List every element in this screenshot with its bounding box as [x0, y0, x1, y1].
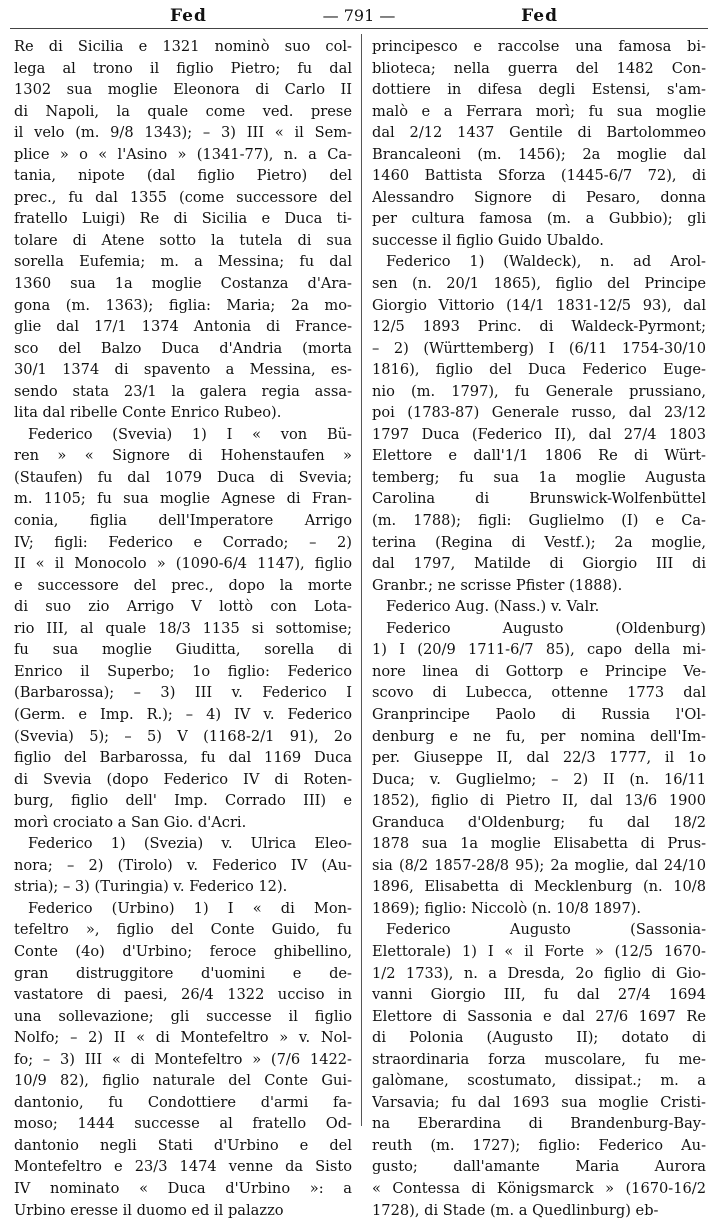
text-line: sia (8/2 1857-28/8 95); 2a moglie, dal 24/10 — [372, 856, 706, 874]
text-line: 1797 Duca (Federico II), dal 27/4 1803 — [372, 425, 706, 443]
text-line: scovo di Lubecca, ottenne 1773 dal — [372, 684, 706, 702]
text-line: Enrico il Superbo; 1o figlio: Federico — [14, 662, 352, 680]
text-line: 10/9 82), figlio naturale del Conte Gui- — [14, 1072, 352, 1090]
text-line: dantonio, fu Condottiere d'armi fa- — [14, 1093, 352, 1111]
text-line: principesco e raccolse una famosa bi- — [372, 38, 706, 55]
left-column — [14, 36, 352, 1221]
text-line: di Polonia (Augusto II); dotato di — [372, 1029, 706, 1047]
text-line: Re di Sicilia e 1321 nominò suo col- — [14, 38, 352, 55]
text-line: ren » « Signore di Hohenstaufen » — [14, 447, 352, 465]
text-line: (Staufen) fu dal 1079 Duca di Svevia; — [14, 468, 352, 486]
column-divider — [361, 34, 362, 1126]
text-line: dottiere in difesa degli Estensi, s'am- — [372, 81, 706, 99]
text-line: Federico (Urbino) 1) I « di Mon- — [28, 899, 352, 917]
text-line: na Eberardina di Brandenburg-Bay- — [372, 1115, 706, 1133]
text-line: dantonio negli Stati d'Urbino e del — [14, 1136, 352, 1154]
text-line: sendo stata 23/1 la galera regia assa- — [14, 382, 352, 400]
text-line: glie dal 17/1 1374 Antonia di France- — [14, 318, 352, 336]
text-line: e successore del prec., dopo la morte — [14, 576, 352, 594]
text-line: 30/1 1374 di spavento a Messina, es- — [14, 361, 352, 379]
text-line: 1/2 1733), n. a Dresda, 2o figlio di Gio- — [372, 964, 706, 982]
text-line: Alessandro Signore di Pesaro, donna — [372, 188, 706, 206]
text-line: 1302 sua moglie Eleonora di Carlo II — [14, 81, 352, 99]
text-line: malò e a Ferrara morì; fu sua moglie — [372, 102, 706, 120]
text-line: Federico (Svevia) 1) I « von Bü- — [28, 425, 352, 443]
text-line: lita dal ribelle Conte Enrico Rubeo). — [14, 404, 282, 422]
text-line: straordinaria forza muscolare, fu me- — [372, 1050, 706, 1068]
text-line: m. 1105; fu sua moglie Agnese di Fran- — [14, 490, 352, 508]
text-line: Elettore di Sassonia e dal 27/6 1697 Re — [372, 1007, 706, 1025]
text-line: (m. 1788); figli: Guglielmo (I) e Ca- — [372, 512, 706, 530]
text-line: sen (n. 20/1 1865), figlio del Principe — [372, 275, 706, 293]
header-right-keyword: Fed — [521, 6, 558, 26]
text-line: Federico 1) (Waldeck), n. ad Arol- — [386, 253, 706, 271]
text-line: 1869); figlio: Niccolò (n. 10/8 1897). — [372, 899, 642, 917]
text-line: dal 1797, Matilde di Giorgio III di — [372, 555, 706, 573]
text-line: vanni Giorgio III, fu dal 27/4 1694 — [372, 986, 706, 1004]
text-line: denburg e ne fu, per nomina dell'Im- — [372, 727, 706, 745]
text-line: di Napoli, la quale come ved. prese — [14, 102, 352, 120]
text-line: fratello Luigi) Re di Sicilia e Duca ti- — [14, 210, 352, 228]
text-line: II « il Monocolo » (1090-6/4 1147), figlio — [14, 555, 352, 573]
text-line: Granbr.; ne scrisse Pfister (1888). — [372, 576, 623, 594]
text-line: Montefeltro e 23/3 1474 venne da Sisto — [14, 1158, 352, 1176]
text-line: Giorgio Vittorio (14/1 1831-12/5 93), dal — [372, 296, 706, 314]
text-line: fo; – 3) III « di Montefeltro » (7/6 1422- — [14, 1050, 352, 1068]
text-line: terina (Regina di Vestf.); 2a moglie, — [372, 533, 706, 551]
text-line: IV nominato « Duca d'Urbino »: a — [14, 1179, 352, 1197]
text-line: Granduca d'Oldenburg; fu dal 18/2 — [372, 813, 706, 831]
text-line: vastatore di paesi, 26/4 1322 ucciso in — [14, 986, 352, 1004]
text-line: Duca; v. Guglielmo; – 2) II (n. 16/11 — [372, 770, 706, 788]
text-line: per. Giuseppe II, dal 22/3 1777, il 1o — [372, 749, 706, 767]
text-line: moso; 1444 successe al fratello Od- — [14, 1115, 352, 1133]
text-line: il velo (m. 9/8 1343); – 3) III « il Sem- — [14, 124, 352, 142]
text-line: 1896, Elisabetta di Mecklenburg (n. 10/8 — [372, 878, 706, 896]
text-line: gusto; dall'amante Maria Aurora — [372, 1158, 706, 1176]
text-line: Federico Augusto (Sassonia- — [386, 921, 706, 939]
text-line: successe il figlio Guido Ubaldo. — [372, 231, 604, 249]
text-line: gona (m. 1363); figlia: Maria; 2a mo- — [14, 296, 352, 314]
text-line: 1) I (20/9 1711-6/7 85), capo della mi- — [372, 641, 706, 659]
right-column — [372, 36, 706, 1221]
text-line: 1816), figlio del Duca Federico Euge- — [372, 361, 706, 379]
text-line: « Contessa di Königsmarck » (1670-16/2 — [372, 1179, 706, 1197]
text-line: 1878 sua 1a moglie Elisabetta di Prus- — [372, 835, 706, 853]
text-line: stria); – 3) (Turingia) v. Federico 12). — [14, 878, 288, 896]
text-line: Elettorale) 1) I « il Forte » (12/5 1670- — [372, 942, 706, 960]
text-line: 1728), di Stade (m. a Quedlinburg) eb- — [372, 1201, 659, 1219]
text-line: tania, nipote (dal figlio Pietro) del — [14, 167, 352, 185]
page-header — [10, 2, 708, 29]
text-line: dal 2/12 1437 Gentile di Bartolommeo — [372, 124, 706, 142]
text-line: Nolfo; – 2) II « di Montefeltro » v. Nol- — [14, 1029, 352, 1047]
text-line: Varsavia; fu dal 1693 sua moglie Cristi- — [372, 1093, 706, 1111]
text-line: reuth (m. 1727); figlio: Federico Au- — [372, 1136, 706, 1154]
text-line: tefeltro », figlio del Conte Guido, fu — [14, 921, 352, 939]
text-line: Federico Aug. (Nass.) v. Valr. — [386, 598, 600, 616]
text-line: Carolina di Brunswick-Wolfenbüttel — [372, 490, 706, 508]
text-line: (Germ. e Imp. R.); – 4) IV v. Federico — [14, 705, 352, 723]
text-line: Federico Augusto (Oldenburg) — [386, 619, 706, 637]
text-line: conia, figlia dell'Imperatore Arrigo — [14, 512, 352, 530]
text-line: tolare di Atene sotto la tutela di sua — [14, 231, 352, 249]
text-line: sco del Balzo Duca d'Andria (morta — [14, 339, 352, 357]
text-line: poi (1783-87) Generale russo, dal 23/12 — [372, 404, 706, 422]
text-line: gran distruggitore d'uomini e de- — [14, 964, 352, 982]
text-line: rio III, al quale 18/3 1135 si sottomise; — [14, 619, 352, 637]
text-line: 1360 sua 1a moglie Costanza d'Ara- — [14, 275, 352, 293]
text-line: galòmane, scostumato, dissipat.; m. a — [372, 1072, 706, 1090]
text-line: temberg; fu sua 1a moglie Augusta — [372, 468, 706, 486]
text-line: plice » o « l'Asino » (1341-77), n. a Ca- — [14, 145, 352, 163]
text-line: 12/5 1893 Princ. di Waldeck-Pyrmont; — [372, 318, 706, 336]
text-line: nio (m. 1797), fu Generale prussiano, — [372, 382, 706, 400]
page-number: — 791 — — [322, 6, 396, 25]
text-line: lega al trono il figlio Pietro; fu dal — [14, 59, 352, 77]
text-line: (Barbarossa); – 3) III v. Federico I — [14, 684, 352, 702]
text-line: una sollevazione; gli successe il figlio — [14, 1007, 352, 1025]
text-line: nora; – 2) (Tirolo) v. Federico IV (Au- — [14, 856, 352, 874]
text-line: – 2) (Württemberg) I (6/11 1754-30/10 — [372, 339, 706, 357]
text-line: 1460 Battista Sforza (1445-6/7 72), di — [372, 167, 706, 185]
text-line: di suo zio Arrigo V lottò con Lota- — [14, 598, 352, 616]
text-line: Conte (4o) d'Urbino; feroce ghibellino, — [14, 942, 352, 960]
text-line: IV; figli: Federico e Corrado; – 2) — [14, 533, 352, 551]
text-line: Elettore e dall'1/1 1806 Re di Würt- — [372, 447, 706, 465]
text-line: nore linea di Gottorp e Principe Ve- — [372, 662, 706, 680]
header-left-keyword: Fed — [170, 6, 207, 26]
text-line: burg, figlio dell' Imp. Corrado III) e — [14, 792, 352, 810]
text-line: di Svevia (dopo Federico IV di Roten- — [14, 770, 352, 788]
text-line: morì crociato a San Gio. d'Acri. — [14, 813, 247, 831]
text-line: Urbino eresse il duomo ed il palazzo — [14, 1201, 284, 1219]
text-line: sorella Eufemia; m. a Messina; fu dal — [14, 253, 352, 271]
text-line: per cultura famosa (m. a Gubbio); gli — [372, 210, 706, 228]
text-line: fu sua moglie Giuditta, sorella di — [14, 641, 352, 659]
text-line: Brancaleoni (m. 1456); 2a moglie dal — [372, 145, 706, 163]
text-line: (Svevia) 5); – 5) V (1168-2/1 91), 2o — [14, 727, 352, 745]
text-line: blioteca; nella guerra del 1482 Con- — [372, 59, 706, 77]
text-line: Federico 1) (Svezia) v. Ulrica Eleo- — [28, 835, 352, 853]
text-line: figlio del Barbarossa, fu dal 1169 Duca — [14, 749, 352, 767]
text-line: Granprincipe Paolo di Russia l'Ol- — [372, 705, 706, 723]
text-line: prec., fu dal 1355 (come successore del — [14, 188, 352, 206]
text-line: 1852), figlio di Pietro II, dal 13/6 1900 — [372, 792, 706, 810]
